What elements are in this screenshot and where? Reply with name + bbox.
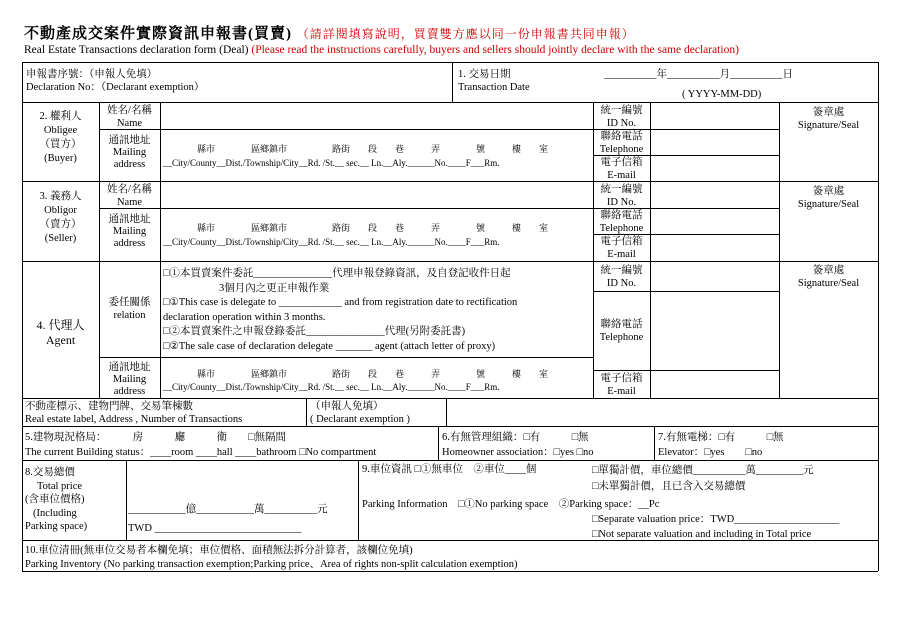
building-status-field[interactable]: The current Building status：____room ____hall ____bathroom □No compartment (25, 447, 377, 458)
estate-label: 不動產標示、建物門牌、交易筆棟數 Real estate label, Address , Number of Transactions (25, 401, 243, 425)
obligor-address-units: 縣市 區鄉鎮市 路街 段 巷 弄 號 樓 室 (197, 223, 549, 233)
obligee-signature-label: 簽章處 Signature/Seal (797, 107, 860, 131)
obligee-id-label: 統一編號 ID No. (600, 105, 643, 129)
obligor-mailing-label: 通訊地址 Mailing address (108, 214, 151, 249)
obligee-mailing-label: 通訊地址 Mailing address (108, 135, 151, 170)
homeowner-association: 6.有無管理組織：□有 □無 Homeowner association：□yes □no (442, 432, 594, 458)
elevator: 7.有無電梯：□有 □無 Elevator：□yes □no (658, 432, 784, 458)
relation-option-2-en[interactable]: □②The sale case of declaration delegate _______ agent (attach letter of proxy) (163, 340, 496, 352)
total-price-field[interactable]: ___________億___________萬__________元 (128, 504, 328, 515)
total-price-twd-field[interactable]: TWD ____________________________ (128, 523, 302, 534)
obligee-label: 2. 權利人 Obligee （買方） (Buyer) (39, 111, 82, 164)
decl-no-label: 申報書序號：（申報人免填） Declaration No：（Declarant exemption） (26, 69, 205, 93)
obligor-signature-label: 簽章處 Signature/Seal (797, 186, 860, 210)
agent-mailing-label: 通訊地址 Mailing address (108, 362, 151, 397)
relation-label: 委任關係 relation (108, 297, 151, 321)
parking-info-en[interactable]: Parking Information □①No parking space ②Parking space：__Pc (362, 499, 660, 510)
obligor-email-label: 電子信箱 E-mail (600, 236, 643, 260)
form-subtitle-en: Real Estate Transactions declaration form (Deal) (24, 44, 249, 56)
agent-address-field[interactable]: __City/County__Dist./Township/City__Rd. /St.__ sec.__ Ln.__Aly.______No.____F___Rm. (163, 382, 500, 392)
obligee-address-units: 縣市 區鄉鎮市 路街 段 巷 弄 號 樓 室 (197, 144, 549, 154)
obligor-address-field[interactable]: __City/County__Dist./Township/City__Rd. /St.__ sec.__ Ln.__Aly.______No.____F___Rm. (163, 237, 500, 247)
obligee-address-field[interactable]: __City/County__Dist./Township/City__Rd. /St.__ sec.__ Ln.__Aly.______No.____F___Rm. (163, 158, 500, 168)
obligor-tel-label: 聯絡電話 Telephone (599, 210, 644, 234)
relation-options: □①本買賣案件委託_______________代理申報登錄資訊，及自登記收件日起 3個月內之更正申報作業 □①This case is delegate to ____________ and from registration date to rectification declaration operation within 3 months. □②本買賣案件之申報登錄委託_______________代理(另附委託書) □②The sale case of declaration delegate _______ agent (attach letter of proxy) (163, 267, 517, 354)
agent-address-units: 縣市 區鄉鎮市 路街 段 巷 弄 號 樓 室 (197, 369, 549, 379)
parking-valuation-en: □Separate valuation price：TWD____________________ □Not separate valuation and including in Total price (592, 514, 840, 540)
agent-id-label: 統一編號 ID No. (600, 265, 643, 289)
obligee-tel-label: 聯絡電話 Telephone (599, 131, 644, 155)
parking-inventory: 10.車位清冊(無車位交易者本欄免填；車位價格、面積無法拆分計算者，該欄位免填) Parking Inventory (No parking transaction exemption;Parking price、Area of rights non-split calculation exemption) (25, 545, 518, 570)
form-title-zh: 不動產成交案件實際資訊申報書(買賣) (24, 26, 292, 42)
txn-date-format: ( YYYY-MM-DD) (682, 89, 762, 100)
relation-option-1-zh[interactable]: □①本買賣案件委託_______________代理申報登錄資訊，及自登記收件日起 (163, 268, 511, 279)
form-title (24, 22, 635, 43)
obligor-id-label: 統一編號 ID No. (600, 184, 643, 208)
building-status: 5.建物現況格局： 房 廳 衛 □無隔間 The current Building status：____room ____hall ____bathroom □No compartment (25, 432, 377, 458)
total-price-label: 8.交易總價 Total price (含車位價格) (Including Parking space) (25, 467, 88, 532)
form-subtitle (24, 44, 739, 56)
estate-label-note: （申報人免填） ( Declarant exemption ) (310, 401, 410, 425)
agent-email-label: 電子信箱 E-mail (600, 373, 643, 397)
txn-date-field[interactable]: __________年__________月__________日 (604, 69, 793, 80)
form-title-note: （請詳閱填寫說明，買賣雙方應以同一份申報書共同申報） (296, 27, 635, 41)
parking-valuation-zh: □單獨計價，車位總價__________萬_________元 □未單獨計價，且已含入交易總價 (592, 465, 814, 492)
agent-tel-label: 聯絡電話 Telephone (599, 319, 644, 343)
parking-info-zh[interactable]: 9.車位資訊 □①無車位 ②車位____個 (362, 464, 537, 475)
obligee-email-label: 電子信箱 E-mail (600, 157, 643, 181)
txn-date-label: 1. 交易日期 Transaction Date (458, 69, 530, 93)
obligee-name-label: 姓名/名稱 Name (107, 105, 152, 129)
obligor-label: 3. 義務人 Obligor （賣方） (Seller) (39, 191, 82, 244)
agent-signature-label: 簽章處 Signature/Seal (797, 265, 860, 289)
obligor-name-label: 姓名/名稱 Name (107, 184, 152, 208)
form-subtitle-note: (Please read the instructions carefully, buyers and sellers should jointly declare with the same declaration) (251, 44, 739, 56)
relation-option-2-zh[interactable]: □②本買賣案件之申報登錄委託_______________代理(另附委託書) (163, 326, 466, 337)
agent-label: 4. 代理人 Agent (36, 318, 85, 347)
relation-option-1-en[interactable]: □①This case is delegate to ____________ and from registration date to rectification (163, 297, 518, 308)
